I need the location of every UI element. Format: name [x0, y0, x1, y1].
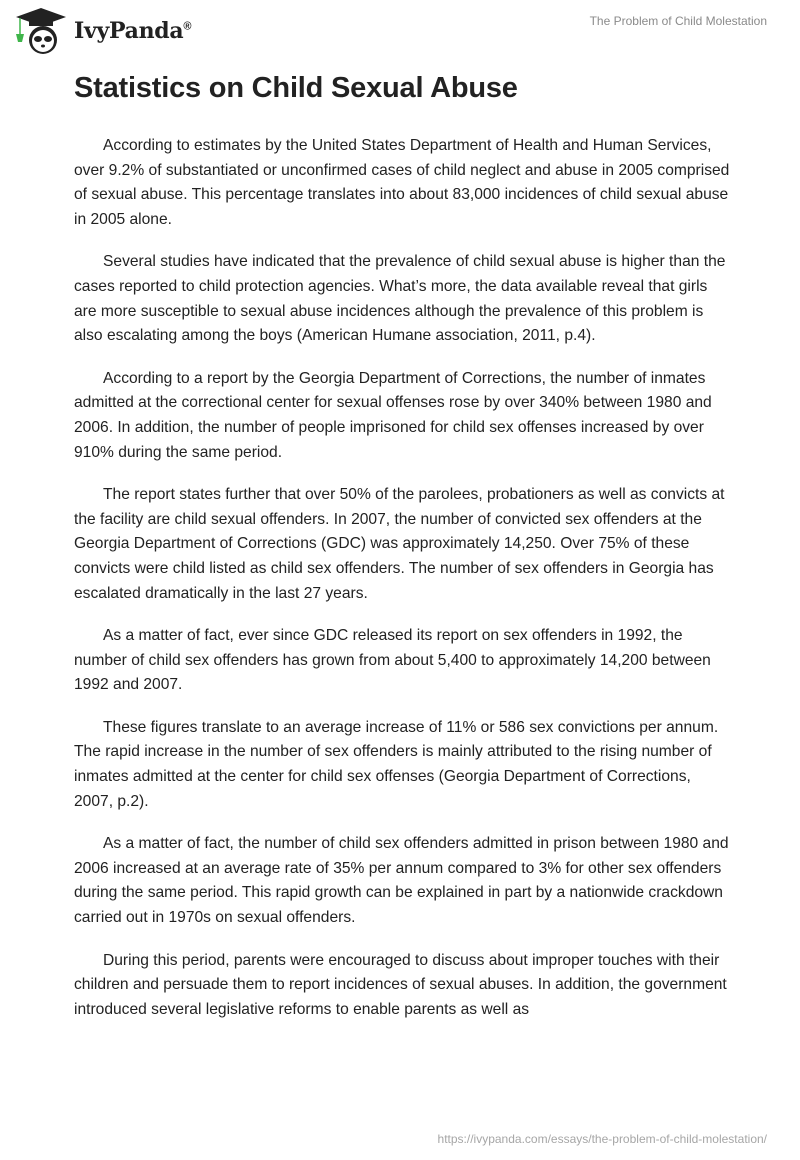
section-heading: Statistics on Child Sexual Abuse — [74, 72, 518, 104]
document-title: The Problem of Child Molestation — [589, 14, 767, 28]
paragraph: Several studies have indicated that the prevalence of child sexual abuse is higher than the cases reported to child protection agencies. What’s more, the data available reveal that girls are more susceptible to sexual abuse incidences although the prevalence of this problem is also escalating among the boys (American Humane association, 2011, p.4). — [74, 253, 726, 345]
source-url-link[interactable]: https://ivypanda.com/essays/the-problem-of-child-molestation/ — [437, 1132, 767, 1146]
panda-graduate-icon — [14, 6, 68, 56]
logo-text: IvyPanda® — [74, 18, 192, 44]
paragraph: During this period, parents were encouraged to discuss about improper touches with their children and persuade them to report incidences of sexual abuses. In addition, the government introduced several legislative reforms to enable parents as well as — [74, 951, 727, 1018]
paragraph: As a matter of fact, the number of child sex offenders admitted in prison between 1980 and 2006 increased at an average rate of 35% per annum compared to 3% for other sex offenders during the same period. This rapid growth can be explained in part by a nationwide crackdown carried out in 1970s on sexual offenders. — [74, 835, 729, 927]
paragraph: The report states further that over 50% of the parolees, probationers as well as convicts at the facility are child sexual offenders. In 2007, the number of convicted sex offenders at the Georgia Department of Corrections (GDC) was approximately 14,250. Over 75% of these convicts were child listed as child sex offenders. The number of sex offenders in Georgia has escalated dramatically in the last 27 years. — [74, 486, 725, 602]
page-header — [0, 0, 800, 60]
paragraph: As a matter of fact, ever since GDC released its report on sex offenders in 1992, the number of child sex offenders has grown from about 5,400 to approximately 14,200 between 1992 and 2007. — [74, 627, 711, 694]
ivypanda-logo[interactable] — [14, 6, 191, 56]
paragraph: According to a report by the Georgia Department of Corrections, the number of inmates admitted at the correctional center for sexual offenses rose by over 340% between 1980 and 2006. In addition, the number of people imprisoned for child sex offenses increased by over 910% during the same period. — [74, 369, 712, 461]
paragraph: These figures translate to an average increase of 11% or 586 sex convictions per annum. The rapid increase in the number of sex offenders is mainly attributed to the rising number of inmates admitted at the center for child sex offenses (Georgia Department of Corrections, 2007, p.2). — [74, 718, 719, 810]
paragraph: According to estimates by the United States Department of Health and Human Services, over 9.2% of substantiated or unconfirmed cases of child neglect and abuse in 2005 comprised of sexual abuse. This percentage translates into about 83,000 incidences of child sexual abuse in 2005 alone. — [74, 137, 730, 228]
article-body — [74, 134, 734, 1040]
